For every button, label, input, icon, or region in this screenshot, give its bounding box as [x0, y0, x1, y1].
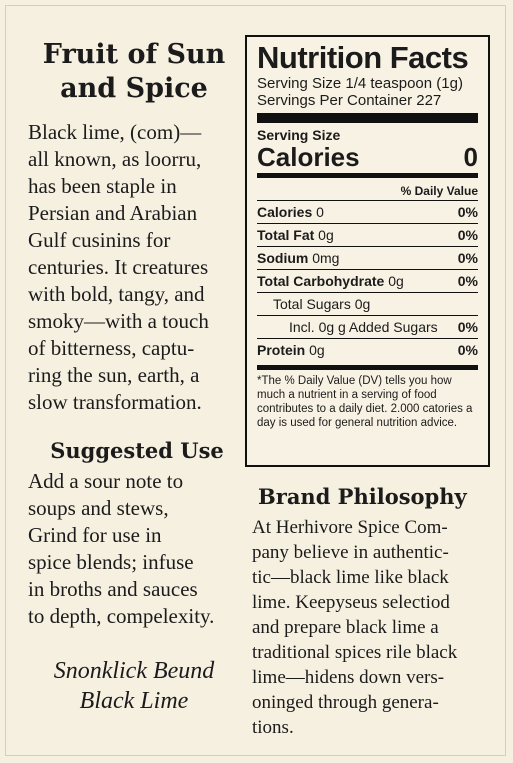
nutrient-pct: 0% — [457, 319, 478, 335]
story-line: Persian and Arabian — [28, 201, 198, 225]
philosophy-line: and prepare black lime a — [252, 617, 439, 638]
use-line: Add a sour note to — [28, 469, 184, 493]
nutrition-footnote: *The % Daily Value (DV) tells you how much a nutrient in a serving of food contributes to a daily diet. 2.000 catories a day is used for general nutrition advice. — [257, 365, 478, 430]
nutrient-label: Total Carbohydrate — [257, 273, 385, 289]
product-name-line: Snonklick Beund — [53, 658, 215, 684]
calories-row — [257, 143, 478, 171]
use-line: soups and stews, — [28, 496, 169, 520]
use-line: Grind for use in — [28, 523, 162, 547]
philosophy-line: tions. — [252, 717, 294, 738]
suggested-use-title: Suggested Use — [50, 438, 224, 463]
nutrient-pct: 0% — [457, 227, 478, 243]
story-line: of bitterness, captu- — [28, 336, 195, 360]
story-line: Gulf cusinins for — [28, 228, 171, 252]
story-title — [28, 38, 240, 106]
daily-value-header: % Daily Value — [257, 182, 478, 201]
calories-value: 0 — [463, 142, 478, 172]
nutrient-amount: 0g — [384, 273, 404, 289]
product-name-line: Black Lime — [79, 688, 189, 714]
serving-size-small: Serving Size — [257, 127, 341, 143]
philosophy-body — [252, 515, 497, 740]
nutrient-label: Sodium — [257, 250, 309, 266]
nutrient-pct: 0% — [457, 342, 478, 358]
story-title-line: and Spice — [60, 73, 208, 104]
serving-size: Serving Size 1/4 teaspoon (1g) — [257, 75, 463, 92]
story-line: Black lime, (com)— — [28, 120, 202, 144]
nutrient-label: Total Fat — [257, 227, 315, 243]
nutrient-row — [257, 316, 478, 339]
use-line: to depth, compelexity. — [28, 604, 215, 628]
nutrient-pct: 0% — [457, 250, 478, 266]
nutrient-amount: 0 — [312, 204, 324, 220]
nutrient-pct: 0% — [457, 204, 478, 220]
story-line: smoky—with a touch — [28, 309, 209, 333]
nutrition-facts-panel — [245, 35, 490, 467]
story-body — [28, 119, 240, 416]
nutrient-row — [257, 293, 478, 316]
nutrient-amount: 0g — [350, 296, 371, 312]
nutrient-label: Total Sugars — [273, 296, 351, 312]
nutrient-row — [257, 270, 478, 293]
use-line: spice blends; infuse — [28, 550, 194, 574]
story-title-line: Fruit of Sun — [42, 39, 226, 70]
nutrient-amount: 0g — [314, 227, 334, 243]
philosophy-line: lime. Keepyseus selectiod — [252, 592, 450, 613]
story-line: slow transformation. — [28, 390, 202, 414]
nutrient-amount: 0mg — [308, 250, 340, 266]
story-line: ring the sun, earth, a — [28, 363, 200, 387]
story-column — [28, 38, 240, 716]
story-line: all known, as loorru, — [28, 147, 202, 171]
philosophy-title: Brand Philosophy — [258, 484, 467, 509]
story-line: with bold, tangy, and — [28, 282, 205, 306]
philosophy-line: lime—hidens down vers- — [252, 667, 445, 688]
philosophy-line: tic—black lime like black — [252, 567, 449, 588]
philosophy-line: oninged through genera- — [252, 692, 439, 713]
use-line: in broths and sauces — [28, 577, 198, 601]
philosophy-line: pany believe in authentic- — [252, 542, 449, 563]
nutrient-pct: 0% — [457, 273, 478, 289]
nutrient-row — [257, 339, 478, 361]
servings-per-container: Servings Per Container 227 — [257, 92, 442, 109]
story-line: centuries. It creatures — [28, 255, 209, 279]
philosophy-line: At Herhivore Spice Com- — [252, 517, 448, 538]
product-name — [28, 656, 240, 716]
nutrient-label: Protein — [257, 342, 306, 358]
nutrient-label: Calories — [257, 204, 313, 220]
philosophy-line: traditional spices rile black — [252, 642, 458, 663]
thick-divider — [257, 113, 478, 123]
calories-label: Calories — [257, 142, 360, 172]
nutrient-row — [257, 224, 478, 247]
nutrient-row — [257, 247, 478, 270]
medium-divider — [257, 173, 478, 178]
nutrient-amount: 0g — [305, 342, 325, 358]
suggested-use-body — [28, 468, 240, 630]
nutrient-row — [257, 201, 478, 224]
philosophy-column — [252, 483, 497, 740]
story-line: has been staple in — [28, 174, 177, 198]
nutrition-title: Nutrition Facts — [257, 40, 469, 75]
nutrient-label: Incl. 0g g Added Sugars — [289, 319, 438, 335]
